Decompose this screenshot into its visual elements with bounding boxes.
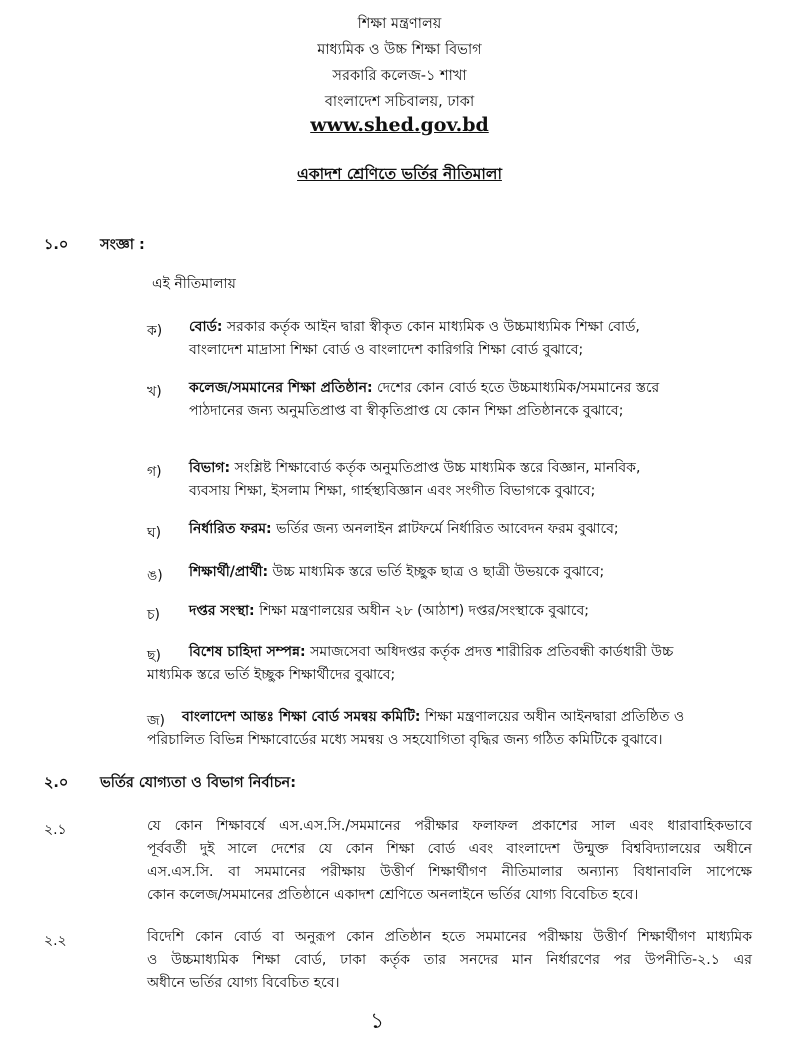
definition-text-continued: পরিচালিত বিভিন্ন শিক্ষাবোর্ডের মধ্যে সমন্বয় ও সহযোগিতা বৃদ্ধির জন্য গঠিত কমিটিকে বুঝাবে। xyxy=(147,732,663,748)
definition-term: কলেজ/সমমানের শিক্ষা প্রতিষ্ঠান: xyxy=(189,380,373,396)
definition-term: বোর্ড: xyxy=(189,319,223,335)
section-2-title: ভর্তির যোগ্যতা ও বিভাগ নির্বাচন: xyxy=(100,775,296,791)
section-1-number: ১.০ xyxy=(44,237,69,253)
clause-line: কোন কলেজ/সমমানের প্রতিষ্ঠানে একাদশ শ্রেণিতে অনলাইনে ভর্তির যোগ্য বিবেচিত হবে। xyxy=(147,887,639,903)
definition-text: দেশের কোন বোর্ড হতে উচ্চমাধ্যমিক/সমমানের স্তরে xyxy=(377,380,660,396)
item-marker: চ) xyxy=(147,607,161,623)
office-address: বাংলাদেশ সচিবালয়, ঢাকা xyxy=(324,94,475,110)
clause-line: বিদেশি কোন বোর্ড বা অনুরূপ কোন প্রতিষ্ঠান হতে সমমানের পরীক্ষায় উত্তীর্ণ শিক্ষার্থীগণ মাধ্যমিক xyxy=(147,929,752,945)
definition-text: শিক্ষা মন্ত্রণালয়ের অধীন ২৮ (আঠাশ) দপ্তর/সংস্থাকে বুঝাবে; xyxy=(259,603,589,619)
definition-term: বাংলাদেশ আন্তঃ শিক্ষা বোর্ড সমন্বয় কমিটি: xyxy=(182,709,421,725)
item-marker: ছ) xyxy=(147,648,161,664)
item-marker: ঘ) xyxy=(147,525,162,541)
definition-text: শিক্ষা মন্ত্রণালয়ের অধীন আইনদ্বারা প্রতিষ্ঠিত ও xyxy=(424,709,685,725)
definition-text: সংশ্লিষ্ট শিক্ষাবোর্ড কর্তৃক অনুমতিপ্রাপ্ত উচ্চ মাধ্যমিক স্তরে বিজ্ঞান, মানবিক, xyxy=(234,460,641,476)
definition-text: সরকার কর্তৃক আইন দ্বারা স্বীকৃত কোন মাধ্যমিক ও উচ্চমাধ্যমিক শিক্ষা বোর্ড, xyxy=(226,319,640,335)
page-number: ১ xyxy=(370,1009,385,1034)
clause-number: ২.২ xyxy=(44,933,67,949)
section-1-title: সংজ্ঞা : xyxy=(100,237,145,253)
branch-name: সরকারি কলেজ-১ শাখা xyxy=(332,68,467,84)
clause-line: অধীনে ভর্তির যোগ্য বিবেচিত হবে। xyxy=(147,975,340,991)
definition-text: সমাজসেবা অধিদপ্তর কর্তৃক প্রদত্ত শারীরিক প্রতিবন্ধী কার্ডধারী উচ্চ xyxy=(310,644,674,660)
definition-text-continued: ব্যবসায় শিক্ষা, ইসলাম শিক্ষা, গার্হস্থ্যবিজ্ঞান এবং সংগীত বিভাগকে বুঝাবে; xyxy=(189,483,596,499)
item-marker: ঙ) xyxy=(147,568,163,584)
clause-line: যে কোন শিক্ষাবর্ষে এস.এস.সি./সমমানের পরীক্ষার ফলাফল প্রকাশের সাল এবং ধারাবাহিকভাবে xyxy=(147,818,752,834)
clause-line: ও উচ্চমাধ্যমিক শিক্ষা বোর্ড, ঢাকা কর্তৃক তার সনদের মান নির্ধারণের পর উপনীতি-২.১ এর xyxy=(147,952,752,968)
clause-line: এস.এস.সি. বা সমমানের পরীক্ষায় উত্তীর্ণ শিক্ষার্থীগণ নীতিমালার অন্যান্য বিধানাবলি সাপেক্ষে xyxy=(147,864,752,880)
definition-text: ভর্তির জন্য অনলাইন প্লাটফর্মে নির্ধারিত আবেদন ফরম বুঝাবে; xyxy=(276,521,619,537)
policy-title: একাদশ শ্রেণিতে ভর্তির নীতিমালা xyxy=(297,165,502,183)
division-name: মাধ্যমিক ও উচ্চ শিক্ষা বিভাগ xyxy=(317,42,482,58)
definition-term: বিশেষ চাহিদা সম্পন্ন: xyxy=(189,644,306,660)
item-marker: গ) xyxy=(147,464,162,480)
definition-term: দপ্তর সংস্থা: xyxy=(189,603,255,619)
item-marker: ক) xyxy=(147,323,163,339)
definition-text-continued: পাঠদানের জন্য অনুমতিপ্রাপ্ত বা স্বীকৃতিপ্রাপ্ত যে কোন শিক্ষা প্রতিষ্ঠানকে বুঝাবে; xyxy=(189,403,624,419)
definition-text: উচ্চ মাধ্যমিক স্তরে ভর্তি ইচ্ছুক ছাত্র ও ছাত্রী উভয়কে বুঝাবে; xyxy=(272,564,605,580)
item-marker: খ) xyxy=(147,384,162,400)
ministry-name: শিক্ষা মন্ত্রণালয় xyxy=(357,16,442,32)
clause-line: পূর্ববর্তী দুই সালে দেশের যে কোন শিক্ষা বোর্ড এবং বাংলাদেশ উন্মুক্ত বিশ্ববিদ্যালয়ের অধীনে xyxy=(147,841,752,857)
item-marker: জ) xyxy=(147,713,165,729)
definition-term: বিভাগ: xyxy=(189,460,231,476)
clause-number: ২.১ xyxy=(44,822,67,838)
website-link[interactable]: www.shed.gov.bd xyxy=(310,114,489,136)
section-2-number: ২.০ xyxy=(44,775,69,791)
definition-text-continued: বাংলাদেশ মাদ্রাসা শিক্ষা বোর্ড ও বাংলাদেশ কারিগরি শিক্ষা বোর্ড বুঝাবে; xyxy=(189,342,584,358)
section-1-intro: এই নীতিমালায় xyxy=(152,276,236,292)
definition-term: শিক্ষার্থী/প্রার্থী: xyxy=(189,564,269,580)
definition-text-continued: মাধ্যমিক স্তরে ভর্তি ইচ্ছুক শিক্ষার্থীদের বুঝাবে; xyxy=(147,667,396,683)
definition-term: নির্ধারিত ফরম: xyxy=(189,521,272,537)
